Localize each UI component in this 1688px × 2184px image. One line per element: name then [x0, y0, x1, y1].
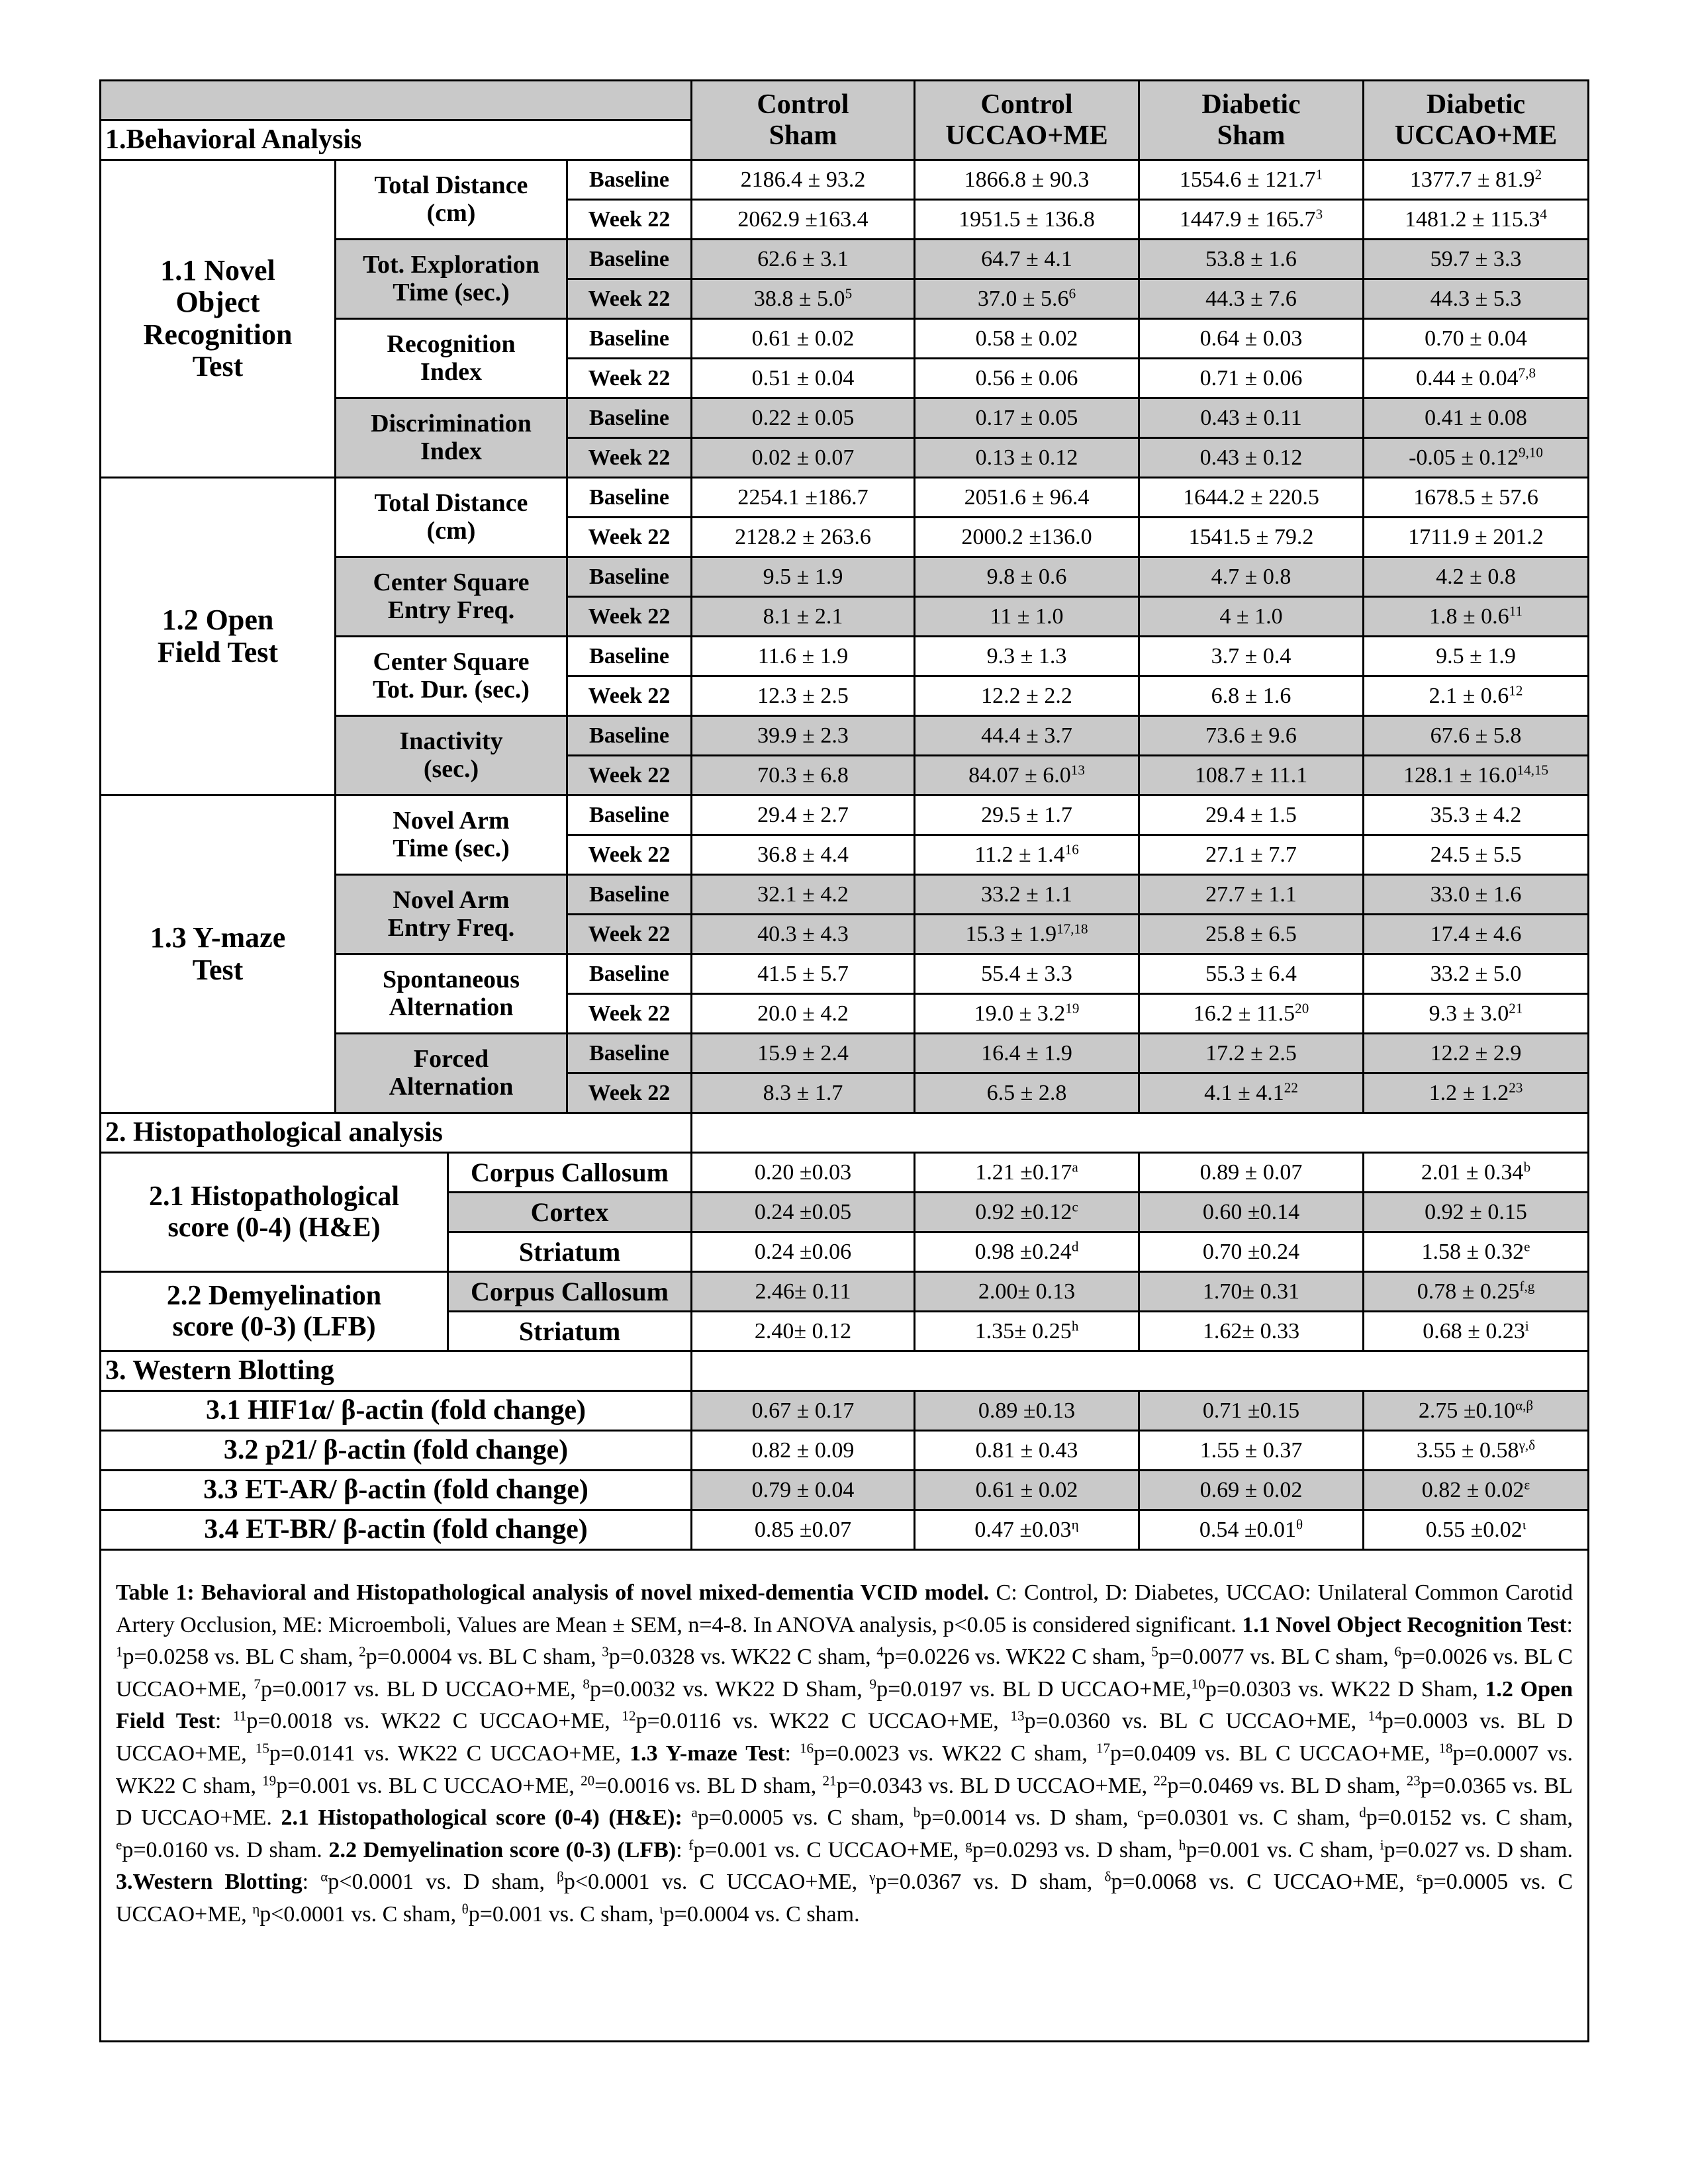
value-cell: 0.71 ±0.15 [1139, 1391, 1364, 1431]
table-row [101, 1431, 1589, 1471]
value-cell: $4.1 \pm 4.1^{22}$ [1139, 1073, 1364, 1113]
timepoint-label: Week 22 [567, 438, 692, 478]
value-cell: 2062.9 ±163.4 [692, 200, 915, 240]
footnote-marker: 4 [876, 1643, 884, 1660]
section-histo-title: 2. Histopathological analysis [101, 1113, 692, 1153]
metric-label: Spontaneous Alternation [336, 954, 567, 1034]
value-cell: 0.70 ± 0.04 [1364, 319, 1589, 359]
footnote-marker: 10 [1191, 1676, 1205, 1692]
timepoint-label: Week 22 [567, 1073, 692, 1113]
value-cell: 39.9 ± 2.3 [692, 716, 915, 756]
value-cell: 0.58 ± 0.02 [915, 319, 1139, 359]
value-cell: 1.62± 0.33 [1139, 1312, 1364, 1351]
footnote-marker: 4 [1540, 206, 1547, 222]
value-cell: $0.82 \pm 0.02^\varepsilon$ [1364, 1471, 1589, 1510]
footnote-marker: f [688, 1837, 694, 1853]
table-row [101, 1391, 1589, 1431]
value-cell: 11 ± 1.0 [915, 597, 1139, 637]
value-cell: 29.5 ± 1.7 [915, 796, 1139, 835]
caption-row [101, 1550, 1589, 2042]
value-cell: 8.3 ± 1.7 [692, 1073, 915, 1113]
value-cell: 0.56 ± 0.06 [915, 359, 1139, 398]
value-cell: 0.13 ± 0.12 [915, 438, 1139, 478]
footnote-marker: 21 [822, 1772, 837, 1789]
footnote-marker: α [320, 1868, 328, 1885]
value-cell: 2.01 ± 0.34$^b$ [1364, 1153, 1589, 1193]
value-cell: 11.6 ± 1.9 [692, 637, 915, 676]
timepoint-label: Baseline [567, 557, 692, 597]
results-table [99, 79, 1589, 2042]
footnote-marker: 14 [1368, 1707, 1382, 1724]
footnote-marker: 16 [799, 1740, 814, 1756]
value-cell: 0.20 ±0.03 [692, 1153, 915, 1193]
region-label: Striatum [448, 1312, 692, 1351]
footnote-marker: 7 [254, 1676, 261, 1692]
footnote-marker: ε [1524, 1477, 1530, 1493]
value-cell: $2.75 \pm 0.10^{\alpha,\beta}$ [1364, 1391, 1589, 1431]
footnote-marker: θ [1296, 1516, 1303, 1533]
group-oft-label: 1.2 Open Field Test [101, 478, 336, 796]
value-cell: 44.4 ± 3.7 [915, 716, 1139, 756]
timepoint-label: Week 22 [567, 915, 692, 954]
section-behavioral-title: 1.Behavioral Analysis [101, 120, 692, 160]
timepoint-label: Baseline [567, 637, 692, 676]
footnote-marker: 11 [1509, 603, 1523, 619]
footnote-marker: 22 [1153, 1772, 1168, 1789]
value-cell: 1541.5 ± 79.2 [1139, 518, 1364, 557]
footnote-marker: 20 [581, 1772, 595, 1789]
footnote-marker: d [1359, 1804, 1366, 1821]
metric-label: Total Distance (cm) [336, 160, 567, 240]
footnote-marker: 15 [255, 1740, 269, 1756]
value-cell: 64.7 ± 4.1 [915, 240, 1139, 279]
footnote-marker: 5 [845, 285, 853, 302]
value-cell: 4.7 ± 0.8 [1139, 557, 1364, 597]
value-cell: 53.8 ± 1.6 [1139, 240, 1364, 279]
footnote-marker: 19 [1065, 1000, 1080, 1017]
footnote-marker: 1 [1315, 166, 1323, 183]
col-header-control-uccao: Control UCCAO+ME [915, 81, 1139, 160]
timepoint-label: Baseline [567, 478, 692, 518]
value-cell: 0.89 ± 0.07 [1139, 1153, 1364, 1193]
table-row [101, 1153, 1589, 1193]
footnote-marker: 1 [116, 1643, 123, 1660]
col-header-control-sham: Control Sham [692, 81, 915, 160]
value-cell: 1.35± 0.25$^h$ [915, 1312, 1139, 1351]
value-cell: 1678.5 ± 57.6 [1364, 478, 1589, 518]
value-cell: 12.3 ± 2.5 [692, 676, 915, 716]
value-cell: 4.2 ± 0.8 [1364, 557, 1589, 597]
table-row [101, 160, 1589, 200]
value-cell: 44.3 ± 7.6 [1139, 279, 1364, 319]
value-cell: 0.85 ±0.07 [692, 1510, 915, 1550]
value-cell: 27.1 ± 7.7 [1139, 835, 1364, 875]
footnote-marker: η [252, 1901, 260, 1917]
footnote-marker: 13 [1070, 762, 1085, 778]
footnote-marker: 6 [1394, 1643, 1401, 1660]
value-cell: 0.69 ± 0.02 [1139, 1471, 1364, 1510]
timepoint-label: Week 22 [567, 676, 692, 716]
value-cell: 0.81 ± 0.43 [915, 1431, 1139, 1471]
footnote-marker: 16 [1064, 841, 1079, 858]
footnote-marker: δ [1104, 1868, 1111, 1885]
western-label-etbr: 3.4 ET-BR/ β-actin (fold change) [101, 1510, 692, 1550]
value-cell: 1644.2 ± 220.5 [1139, 478, 1364, 518]
value-cell: $16.2 \pm 11.5^{20}$ [1139, 994, 1364, 1034]
value-cell: 16.4 ± 1.9 [915, 1034, 1139, 1073]
metric-label: Tot. Exploration Time (sec.) [336, 240, 567, 319]
footnote-marker: β [557, 1868, 564, 1885]
value-cell: $84.07 \pm 6.0^{13}$ [915, 756, 1139, 796]
value-cell: 0.82 ± 0.09 [692, 1431, 915, 1471]
value-cell: 0.43 ± 0.12 [1139, 438, 1364, 478]
value-cell: 0.67 ± 0.17 [692, 1391, 915, 1431]
value-cell: 0.92 ±0.12$^c$ [915, 1193, 1139, 1232]
value-cell: 0.51 ± 0.04 [692, 359, 915, 398]
footnote-marker: α,β [1515, 1397, 1534, 1414]
footnote-marker: ε [1416, 1868, 1423, 1885]
footnote-marker: i [1380, 1837, 1384, 1853]
value-cell: 29.4 ± 1.5 [1139, 796, 1364, 835]
group-ymaze-label: 1.3 Y-maze Test [101, 796, 336, 1113]
footnote-marker: 12 [622, 1707, 636, 1724]
value-cell: 2186.4 ± 93.2 [692, 160, 915, 200]
value-cell: 0.43 ± 0.11 [1139, 398, 1364, 438]
metric-label: Inactivity (sec.) [336, 716, 567, 796]
value-cell: 33.2 ± 5.0 [1364, 954, 1589, 994]
value-cell: 0.61 ± 0.02 [915, 1471, 1139, 1510]
value-cell: 25.8 ± 6.5 [1139, 915, 1364, 954]
group-lfb-label: 2.2 Demyelination score (0-3) (LFB) [101, 1272, 448, 1351]
value-cell: 3.7 ± 0.4 [1139, 637, 1364, 676]
timepoint-label: Baseline [567, 716, 692, 756]
value-cell: 15.9 ± 2.4 [692, 1034, 915, 1073]
footnote-marker: 17,18 [1056, 921, 1088, 937]
footnote-marker: 23 [1406, 1772, 1421, 1789]
value-cell: $1.8 \pm 0.6^{11}$ [1364, 597, 1589, 637]
section-western-empty [692, 1351, 1589, 1391]
footnote-marker: a [691, 1804, 698, 1821]
timepoint-label: Baseline [567, 875, 692, 915]
footnote-marker: 18 [1438, 1740, 1453, 1756]
timepoint-label: Baseline [567, 954, 692, 994]
value-cell: 36.8 ± 4.4 [692, 835, 915, 875]
footnote-marker: b [1523, 1159, 1531, 1175]
col-header-diabetic-sham: Diabetic Sham [1139, 81, 1364, 160]
timepoint-label: Baseline [567, 796, 692, 835]
value-cell: $1377.7 \pm 81.9^2$ [1364, 160, 1589, 200]
value-cell: 0.71 ± 0.06 [1139, 359, 1364, 398]
value-cell: 0.70 ±0.24 [1139, 1232, 1364, 1272]
timepoint-label: Week 22 [567, 279, 692, 319]
western-label-etar: 3.3 ET-AR/ β-actin (fold change) [101, 1471, 692, 1510]
value-cell: 62.6 ± 3.1 [692, 240, 915, 279]
region-label: Striatum [448, 1232, 692, 1272]
footnote-marker: c [1072, 1199, 1078, 1215]
metric-label: Discrimination Index [336, 398, 567, 478]
western-label-p21: 3.2 p21/ β-actin (fold change) [101, 1431, 692, 1471]
value-cell: 0.24 ±0.06 [692, 1232, 915, 1272]
footnote-marker: 3 [602, 1643, 609, 1660]
value-cell: 0.92 ± 0.15 [1364, 1193, 1589, 1232]
footnote-marker: a [1072, 1159, 1078, 1175]
value-cell: 59.7 ± 3.3 [1364, 240, 1589, 279]
value-cell: $11.2 \pm 1.4^{16}$ [915, 835, 1139, 875]
value-cell: 1.58 ± 0.32$^e$ [1364, 1232, 1589, 1272]
value-cell: 1.21 ±0.17$^a$ [915, 1153, 1139, 1193]
value-cell: 1.70± 0.31 [1139, 1272, 1364, 1312]
metric-label: Novel Arm Entry Freq. [336, 875, 567, 954]
value-cell: 29.4 ± 2.7 [692, 796, 915, 835]
value-cell: $0.78 \pm 0.25^{f,g}$ [1364, 1272, 1589, 1312]
group-he-label: 2.1 Histopathological score (0-4) (H&E) [101, 1153, 448, 1272]
footnote-marker: 12 [1509, 682, 1523, 699]
value-cell: 73.6 ± 9.6 [1139, 716, 1364, 756]
value-cell: 9.5 ± 1.9 [692, 557, 915, 597]
value-cell: $15.3 \pm 1.9^{17,18}$ [915, 915, 1139, 954]
value-cell: 55.3 ± 6.4 [1139, 954, 1364, 994]
table-row [101, 478, 1589, 518]
value-cell: 2.00± 0.13 [915, 1272, 1139, 1312]
value-cell: $9.3 \pm 3.0^{21}$ [1364, 994, 1589, 1034]
value-cell: 0.24 ±0.05 [692, 1193, 915, 1232]
value-cell: 40.3 ± 4.3 [692, 915, 915, 954]
table-row [101, 796, 1589, 835]
metric-label: Center Square Entry Freq. [336, 557, 567, 637]
timepoint-label: Week 22 [567, 359, 692, 398]
value-cell: 2.46± 0.11 [692, 1272, 915, 1312]
value-cell: 1711.9 ± 201.2 [1364, 518, 1589, 557]
value-cell: $128.1 \pm 16.0^{14,15}$ [1364, 756, 1589, 796]
value-cell: $1447.9 \pm 165.7^3$ [1139, 200, 1364, 240]
metric-label: Recognition Index [336, 319, 567, 398]
table-row [101, 1113, 1589, 1153]
value-cell: 41.5 ± 5.7 [692, 954, 915, 994]
value-cell: $0.68 \pm 0.23^i$ [1364, 1312, 1589, 1351]
footnote-marker: 22 [1284, 1079, 1298, 1096]
value-cell: 8.1 ± 2.1 [692, 597, 915, 637]
footnote-marker: f,g [1519, 1278, 1535, 1295]
value-cell: 2000.2 ±136.0 [915, 518, 1139, 557]
footnote-marker: 20 [1295, 1000, 1309, 1017]
value-cell: $1481.2 \pm 115.3^4$ [1364, 200, 1589, 240]
timepoint-label: Week 22 [567, 835, 692, 875]
value-cell: 27.7 ± 1.1 [1139, 875, 1364, 915]
value-cell: $3.55 \pm 0.58^{\gamma,\delta}$ [1364, 1431, 1589, 1471]
footnote-marker: 9,10 [1519, 444, 1543, 461]
value-cell: 0.89 ±0.13 [915, 1391, 1139, 1431]
footnote-marker: i [1524, 1318, 1529, 1334]
footnote-marker: b [913, 1804, 921, 1821]
footnote-marker: e [1524, 1238, 1530, 1255]
metric-label: Center Square Tot. Dur. (sec.) [336, 637, 567, 716]
timepoint-label: Week 22 [567, 994, 692, 1034]
value-cell: 4 ± 1.0 [1139, 597, 1364, 637]
value-cell: 17.4 ± 4.6 [1364, 915, 1589, 954]
col-header-diabetic-uccao: Diabetic UCCAO+ME [1364, 81, 1589, 160]
footnote-marker: 5 [1151, 1643, 1158, 1660]
value-cell: 1866.8 ± 90.3 [915, 160, 1139, 200]
value-cell: $38.8 \pm 5.0^5$ [692, 279, 915, 319]
footnote-marker: c [1137, 1804, 1144, 1821]
value-cell: 0.17 ± 0.05 [915, 398, 1139, 438]
value-cell: 20.0 ± 4.2 [692, 994, 915, 1034]
value-cell: 55.4 ± 3.3 [915, 954, 1139, 994]
header-corner [101, 81, 692, 120]
value-cell: 0.41 ± 0.08 [1364, 398, 1589, 438]
table-row [101, 1471, 1589, 1510]
value-cell: 12.2 ± 2.9 [1364, 1034, 1589, 1073]
value-cell: $2.1 \pm 0.6^{12}$ [1364, 676, 1589, 716]
footnote-marker: 7,8 [1518, 365, 1536, 381]
footnote-marker: 13 [1010, 1707, 1025, 1724]
value-cell: 1951.5 ± 136.8 [915, 200, 1139, 240]
region-label: Cortex [448, 1193, 692, 1232]
value-cell: 6.8 ± 1.6 [1139, 676, 1364, 716]
value-cell: 35.3 ± 4.2 [1364, 796, 1589, 835]
value-cell: 9.5 ± 1.9 [1364, 637, 1589, 676]
value-cell: 0.60 ±0.14 [1139, 1193, 1364, 1232]
footnote-marker: d [1071, 1238, 1079, 1255]
footnote-marker: 6 [1068, 285, 1076, 302]
footnote-marker: 17 [1096, 1740, 1110, 1756]
footnote-marker: 23 [1509, 1079, 1523, 1096]
value-cell: 2128.2 ± 263.6 [692, 518, 915, 557]
timepoint-label: Week 22 [567, 756, 692, 796]
section-western-title: 3. Western Blotting [101, 1351, 692, 1391]
metric-label: Novel Arm Time (sec.) [336, 796, 567, 875]
timepoint-label: Week 22 [567, 200, 692, 240]
footnote-marker: 19 [262, 1772, 277, 1789]
value-cell: 70.3 ± 6.8 [692, 756, 915, 796]
value-cell: 24.5 ± 5.5 [1364, 835, 1589, 875]
footnote-marker: 9 [869, 1676, 877, 1692]
timepoint-label: Week 22 [567, 518, 692, 557]
metric-label: Total Distance (cm) [336, 478, 567, 557]
timepoint-label: Baseline [567, 240, 692, 279]
section-histo-empty [692, 1113, 1589, 1153]
timepoint-label: Week 22 [567, 597, 692, 637]
table-row [101, 1351, 1589, 1391]
footnote-marker: h [1178, 1837, 1186, 1853]
value-cell: 12.2 ± 2.2 [915, 676, 1139, 716]
footnote-marker: η [1071, 1516, 1079, 1533]
value-cell: $-0.05 \pm 0.12^{9,10}$ [1364, 438, 1589, 478]
footnote-marker: 11 [233, 1707, 247, 1724]
value-cell: 33.0 ± 1.6 [1364, 875, 1589, 915]
timepoint-label: Baseline [567, 1034, 692, 1073]
table-row [101, 1510, 1589, 1550]
table-caption: Table 1: Behavioral and Histopathological analysis of novel mixed-dementia VCID model. C: Control, D: Diabetes, UCCAO: Unilateral Common Carotid Artery Occlusion, ME: Microemboli, Values are Mean ± SEM, n=4-8. In ANOVA analysis, p<0.05 is considered significant. 1.1 Novel Object Recognition Test: $^1$p=0.0258 vs. BL C sham, $^2$p=0.0004 vs. BL C sham, $^3$p=0.0328 vs. WK22 C sham, $^4$p=0.0226 vs. WK22 C sham, $^5$p=0.0077 vs. BL C sham, $^6$p=0.0026 vs. BL C UCCAO+ME, $^7$p=0.0017 vs. BL D UCCAO+ME, $^8$p=0.0032 vs. WK22 D Sham, $^9$p=0.0197 vs. BL D UCCAO+ME,$^{10}$p=0.0303 vs. WK22 D Sham, 1.2 Open Field Test: $^{11}$p=0.0018 vs. WK22 C UCCAO+ME, $^{12}$p=0.0116 vs. WK22 C UCCAO+ME, $^{13}$p=0.0360 vs. BL C UCCAO+ME, $^{14}$p=0.0003 vs. BL D UCCAO+ME, $^{15}$p=0.0141 vs. WK22 C UCCAO+ME, 1.3 Y-maze Test: $^{16}$p=0.0023 vs. WK22 C sham, $^{17}$p=0.0409 vs. BL C UCCAO+ME, $^{18}$p=0.0007 vs. WK22 C sham, $^{19}$p=0.001 vs. BL C UCCAO+ME, $^{20}$=0.0016 vs. BL D sham, $^{21}$p=0.0343 vs. BL D UCCAO+ME, $^{22}$p=0.0469 vs. BL D sham, $^{23}$p=0.0365 vs. BL D UCCAO+ME. 2.1 Histopathological score (0-4) (H&E): $^a$p=0.0005 vs. C sham, $^b$p=0.0014 vs. D sham, $^c$p=0.0301 vs. C sham, $^d$p=0.0152 vs. C sham, $^e$p=0.0160 vs. D sham. 2.2 Demyelination score (0-3) (LFB): $^f$p=0.001 vs. C UCCAO+ME, $^g$p=0.0293 vs. D sham, $^h$p=0.001 vs. C sham, $^i$p=0.027 vs. D sham. 3.Western Blotting: $^\alpha$p<0.0001 vs. D sham, $^\beta$p<0.0001 vs. C UCCAO+ME, $^\gamma$p=0.0367 vs. D sham, $^\delta$p=0.0068 vs. C UCCAO+ME, $^\varepsilon$p=0.0005 vs. C UCCAO+ME, $^\eta$p<0.0001 vs. C sham, $^\theta$p=0.001 vs. C sham, $^\iota$p=0.0004 vs. C sham. [101, 1550, 1589, 2042]
footnote-marker: γ [869, 1868, 876, 1885]
timepoint-label: Baseline [567, 319, 692, 359]
footnote-marker: γ,δ [1519, 1437, 1536, 1453]
region-label: Corpus Callosum [448, 1153, 692, 1193]
value-cell: $0.54 \pm 0.01^\theta$ [1139, 1510, 1364, 1550]
value-cell: 9.8 ± 0.6 [915, 557, 1139, 597]
value-cell: 32.1 ± 4.2 [692, 875, 915, 915]
value-cell: 6.5 ± 2.8 [915, 1073, 1139, 1113]
value-cell: 1.55 ± 0.37 [1139, 1431, 1364, 1471]
value-cell: 0.98 ±0.24$^d$ [915, 1232, 1139, 1272]
value-cell: $37.0 \pm 5.6^6$ [915, 279, 1139, 319]
value-cell: 0.02 ± 0.07 [692, 438, 915, 478]
footnote-marker: h [1071, 1318, 1079, 1334]
value-cell: $19.0 \pm 3.2^{19}$ [915, 994, 1139, 1034]
footnote-marker: 2 [1534, 166, 1542, 183]
value-cell: 33.2 ± 1.1 [915, 875, 1139, 915]
value-cell: $0.47 \pm 0.03^\eta$ [915, 1510, 1139, 1550]
footnote-marker: 8 [583, 1676, 590, 1692]
footnote-marker: g [965, 1837, 972, 1853]
value-cell: 9.3 ± 1.3 [915, 637, 1139, 676]
value-cell: $1.2 \pm 1.2^{23}$ [1364, 1073, 1589, 1113]
timepoint-label: Baseline [567, 160, 692, 200]
value-cell: 2051.6 ± 96.4 [915, 478, 1139, 518]
value-cell: 67.6 ± 5.8 [1364, 716, 1589, 756]
footnote-marker: e [116, 1837, 122, 1853]
footnote-marker: 21 [1509, 1000, 1523, 1017]
group-nor-label: 1.1 Novel Object Recognition Test [101, 160, 336, 478]
value-cell: $0.55 \pm 0.02^\iota$ [1364, 1510, 1589, 1550]
footnote-marker: θ [461, 1901, 469, 1917]
value-cell: 0.22 ± 0.05 [692, 398, 915, 438]
metric-label: Forced Alternation [336, 1034, 567, 1113]
timepoint-label: Baseline [567, 398, 692, 438]
table-row [101, 1272, 1589, 1312]
footnote-marker: 3 [1315, 206, 1323, 222]
value-cell: 17.2 ± 2.5 [1139, 1034, 1364, 1073]
value-cell: 0.64 ± 0.03 [1139, 319, 1364, 359]
footnote-marker: ι [659, 1901, 663, 1917]
value-cell: 44.3 ± 5.3 [1364, 279, 1589, 319]
value-cell: $1554.6 \pm 121.7^1$ [1139, 160, 1364, 200]
footnote-marker: ι [1522, 1516, 1526, 1533]
western-label-hif1a: 3.1 HIF1α/ β-actin (fold change) [101, 1391, 692, 1431]
region-label: Corpus Callosum [448, 1272, 692, 1312]
footnote-marker: 14,15 [1517, 762, 1549, 778]
value-cell: 2.40± 0.12 [692, 1312, 915, 1351]
value-cell: $0.44 \pm 0.04^{7,8}$ [1364, 359, 1589, 398]
value-cell: 0.79 ± 0.04 [692, 1471, 915, 1510]
value-cell: 2254.1 ±186.7 [692, 478, 915, 518]
value-cell: 0.61 ± 0.02 [692, 319, 915, 359]
value-cell: 108.7 ± 11.1 [1139, 756, 1364, 796]
footnote-marker: 2 [359, 1643, 366, 1660]
